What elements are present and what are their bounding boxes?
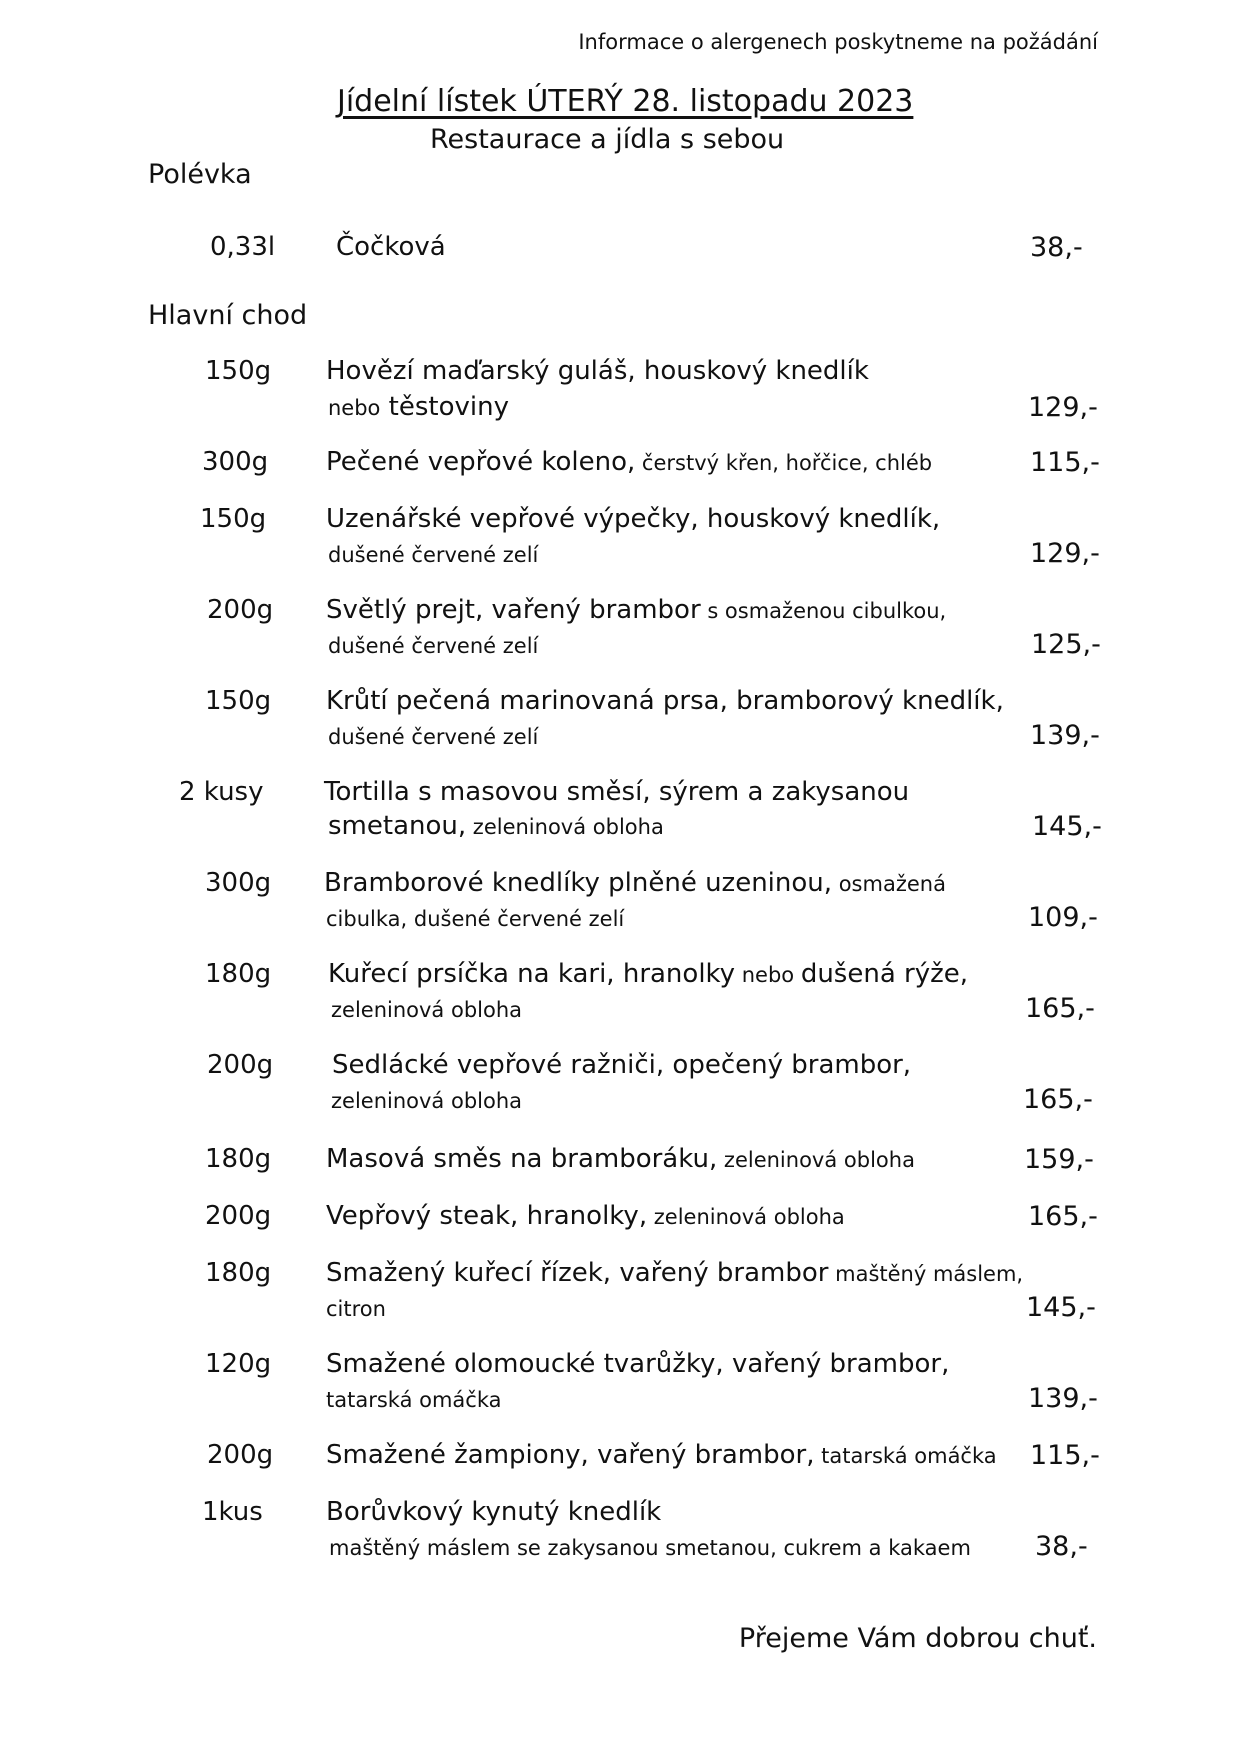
item-quantity: 2 kusy xyxy=(179,777,264,807)
item-price: 115,- xyxy=(1030,1440,1100,1471)
page-subtitle: Restaurace a jídla s sebou xyxy=(430,124,785,155)
item-quantity: 180g xyxy=(205,1258,272,1288)
page-title: Jídelní lístek ÚTERÝ 28. listopadu 2023 xyxy=(337,84,914,119)
item-name: Světlý prejt, vařený brambor s osmaženou cibulkou, xyxy=(326,595,947,625)
item-name: Smažené olomoucké tvarůžky, vařený brambor, xyxy=(326,1349,950,1379)
item-details: dušené červené zelí xyxy=(328,634,539,658)
item-name: Tortilla s masovou směsí, sýrem a zakysanou xyxy=(324,777,910,807)
item-name: Pečené vepřové koleno, čerstvý křen, hořčice, chléb xyxy=(326,447,933,477)
allergen-note: Informace o alergenech poskytneme na požádání xyxy=(578,30,1098,54)
item-price: 139,- xyxy=(1030,720,1100,751)
item-name: Smažené žampiony, vařený brambor, tatarská omáčka xyxy=(326,1440,997,1470)
item-price: 109,- xyxy=(1028,902,1098,933)
item-details: maštěný máslem se zakysanou smetanou, cukrem a kakaem xyxy=(329,1536,971,1560)
item-name: Borůvkový kynutý knedlík xyxy=(326,1497,662,1527)
item-details: dušené červené zelí xyxy=(328,543,539,567)
item-price: 139,- xyxy=(1028,1383,1098,1414)
item-quantity: 0,33l xyxy=(210,232,276,262)
item-details: nebo těstoviny xyxy=(328,392,509,422)
item-quantity: 150g xyxy=(205,356,272,386)
section-heading-soup: Polévka xyxy=(148,159,252,190)
closing-greeting: Přejeme Vám dobrou chuť. xyxy=(738,1623,1097,1654)
item-quantity: 200g xyxy=(207,595,274,625)
item-name: Čočková xyxy=(336,232,446,262)
item-name: Kuřecí prsíčka na kari, hranolky nebo dušená rýže, xyxy=(328,959,969,989)
item-price: 38,- xyxy=(1030,232,1083,263)
item-price: 129,- xyxy=(1028,392,1098,423)
item-quantity: 150g xyxy=(205,686,272,716)
item-name: Vepřový steak, hranolky, zeleninová obloha xyxy=(326,1201,845,1231)
item-quantity: 150g xyxy=(200,504,267,534)
item-quantity: 200g xyxy=(207,1050,274,1080)
item-details: tatarská omáčka xyxy=(326,1388,502,1412)
item-details: smetanou, zeleninová obloha xyxy=(328,811,664,841)
section-heading-main: Hlavní chod xyxy=(148,300,308,331)
item-price: 125,- xyxy=(1031,629,1101,660)
item-quantity: 200g xyxy=(205,1201,272,1231)
item-name: Uzenářské vepřové výpečky, houskový knedlík, xyxy=(326,504,941,534)
item-price: 165,- xyxy=(1028,1201,1098,1232)
item-price: 145,- xyxy=(1032,811,1102,842)
item-price: 145,- xyxy=(1026,1292,1096,1323)
item-quantity: 180g xyxy=(205,959,272,989)
item-name: Hovězí maďarský guláš, houskový knedlík xyxy=(326,356,869,386)
item-details: zeleninová obloha xyxy=(331,1089,523,1113)
item-name: Bramborové knedlíky plněné uzeninou, osmažená xyxy=(324,868,946,898)
item-details: citron xyxy=(326,1297,386,1321)
item-price: 159,- xyxy=(1024,1144,1094,1175)
item-price: 115,- xyxy=(1030,447,1100,478)
item-details: cibulka, dušené červené zelí xyxy=(326,907,625,931)
item-quantity: 120g xyxy=(205,1349,272,1379)
item-price: 129,- xyxy=(1030,538,1100,569)
item-name: Krůtí pečená marinovaná prsa, bramborový knedlík, xyxy=(326,686,1004,716)
item-details: dušené červené zelí xyxy=(328,725,539,749)
item-name: Sedlácké vepřové ražniči, opečený brambor, xyxy=(332,1050,912,1080)
item-name: Smažený kuřecí řízek, vařený brambor maštěný máslem, xyxy=(326,1258,1024,1288)
item-price: 38,- xyxy=(1035,1531,1088,1562)
item-quantity: 1kus xyxy=(202,1497,263,1527)
item-quantity: 300g xyxy=(205,868,272,898)
item-quantity: 180g xyxy=(205,1144,272,1174)
item-name: Masová směs na bramboráku, zeleninová obloha xyxy=(326,1144,915,1174)
item-quantity: 300g xyxy=(202,447,269,477)
item-price: 165,- xyxy=(1023,1084,1093,1115)
item-quantity: 200g xyxy=(207,1440,274,1470)
item-details: zeleninová obloha xyxy=(331,998,523,1022)
item-price: 165,- xyxy=(1025,993,1095,1024)
